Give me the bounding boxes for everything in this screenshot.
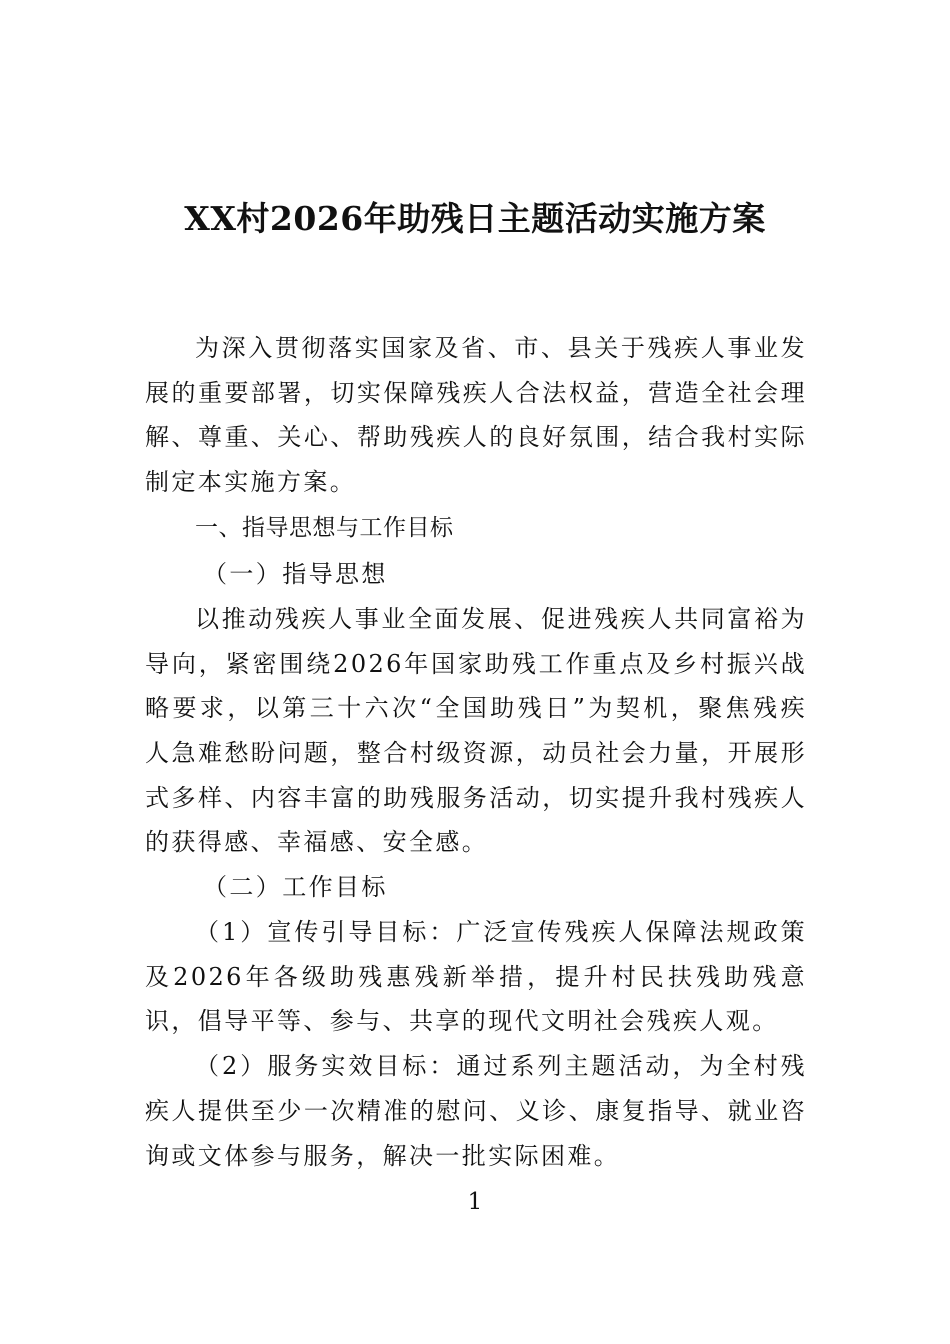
guiding-ideology-paragraph: 以推动残疾人事业全面发展、促进残疾人共同富裕为导向，紧密围绕2026年国家助残工作重点及乡村振兴战略要求，以第三十六次“全国助残日”为契机，聚焦残疾人急难愁盼问题，整合村级资源，动员社会力量，开展形式多样、内容丰富的助残服务活动，切实提升我村残疾人的获得感、幸福感、安全感。 <box>145 604 807 857</box>
publicity-goal-paragraph: （1）宣传引导目标：广泛宣传残疾人保障法规政策及2026年各级助残惠残新举措，提升村民扶残助残意识，倡导平等、参与、共享的现代文明社会残疾人观。 <box>145 918 807 1036</box>
section-heading-guiding-ideology-and-goals: 一、指导思想与工作目标 <box>195 514 454 541</box>
service-goal-paragraph: （2）服务实效目标：通过系列主题活动，为全村残疾人提供至少一次精准的慰问、义诊、康复指导、就业咨询或文体参与服务，解决一批实际困难。 <box>145 1052 807 1170</box>
intro-paragraph: 为深入贯彻落实国家及省、市、县关于残疾人事业发展的重要部署，切实保障残疾人合法权益，营造全社会理解、尊重、关心、帮助残疾人的良好氛围，结合我村实际制定本实施方案。 <box>145 334 807 497</box>
document-body <box>145 326 807 1178</box>
page-number: 1 <box>467 1189 483 1215</box>
subsection-heading-work-goals: （二）工作目标 <box>203 873 388 902</box>
subsection-heading-guiding-ideology: （一）指导思想 <box>203 559 388 588</box>
document-title: XX村2026年助残日主题活动实施方案 <box>184 199 766 238</box>
